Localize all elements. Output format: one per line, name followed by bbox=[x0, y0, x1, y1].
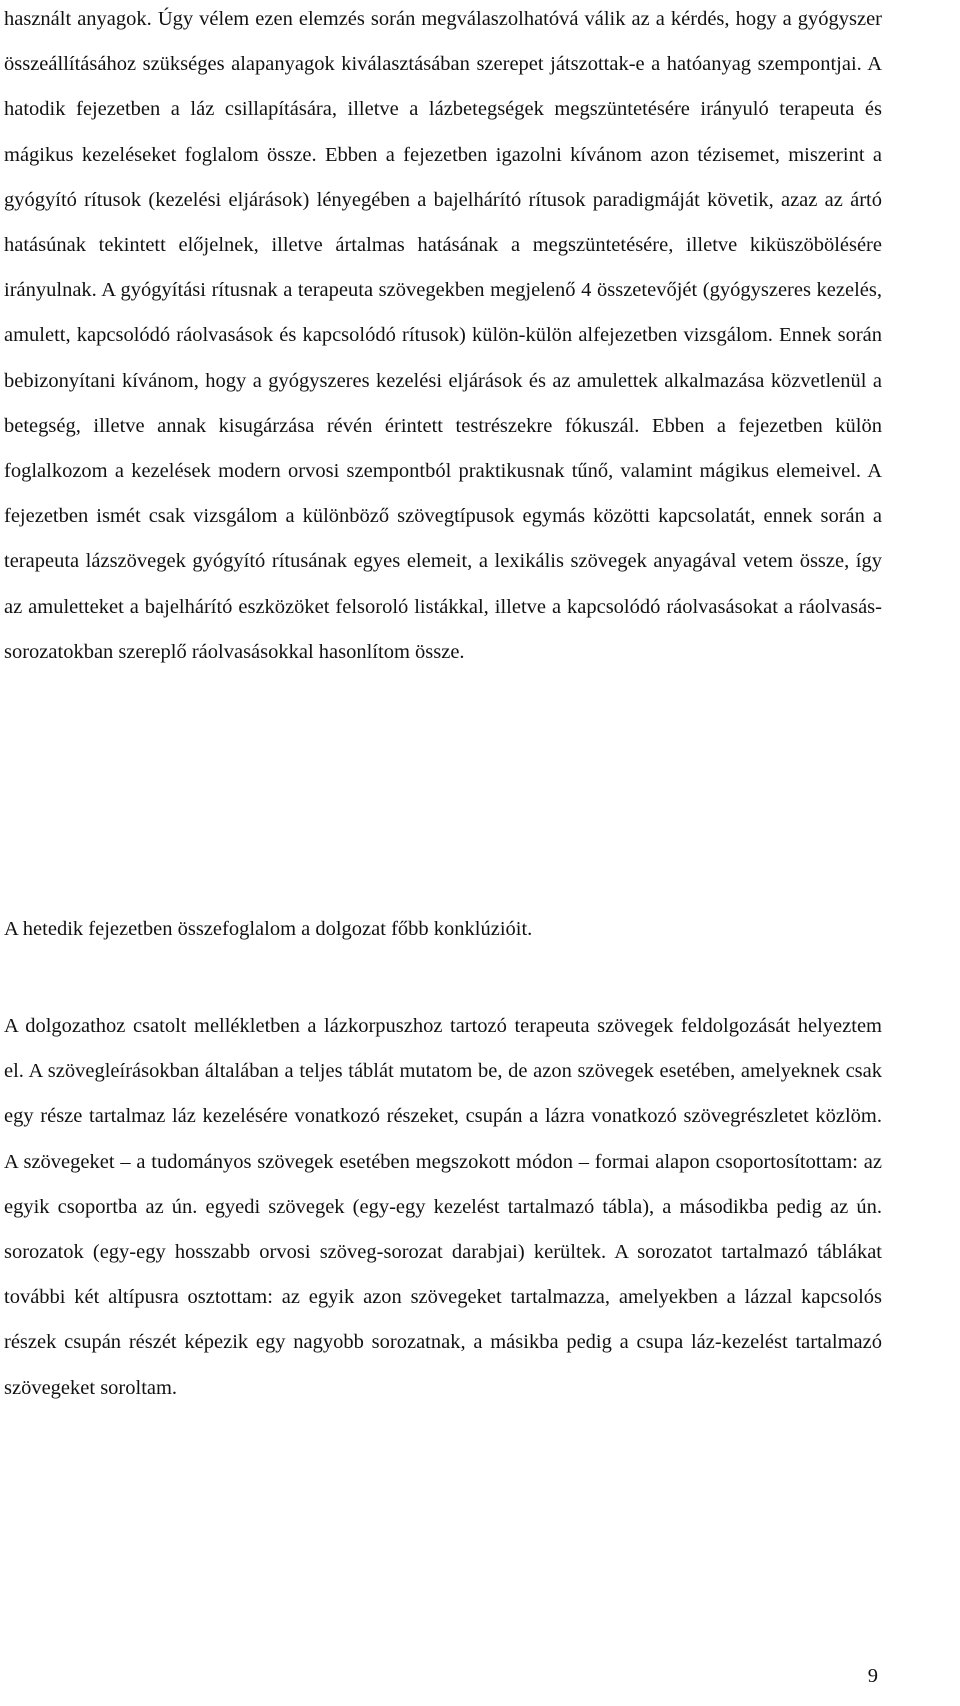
paragraph-seventh-chapter: A hetedik fejezetben összefoglalom a dolgozat főbb konklúzióit. bbox=[4, 918, 533, 940]
paragraph-chapter-summaries: használt anyagok. Úgy vélem ezen elemzés során megválaszolhatóvá válik az a kérdés, hogy a gyógyszer összeállításához szükséges alapanyagok kiválasztásában szerepet játszottak-e a hatóanyag szempontjai. A hatodik fejezetben a láz csillapítására, illetve a lázbetegségek megszüntetésére irányuló terapeuta és mágikus kezeléseket foglalom össze. Ebben a fejezetben igazolni kívánom azon tézisemet, miszerint a gyógyító rítusok (kezelési eljárások) lényegében a bajelhárító rítusok paradigmáját követik, azaz az ártó hatásúnak tekintett előjelnek, illetve ártalmas hatásának a megszüntetésére, illetve kiküszöbölésére irányulnak. A gyógyítási rítusnak a terapeuta szövegekben megjelenő 4 összetevőjét (gyógyszeres kezelés, amulett, kapcsolódó ráolvasások és kapcsolódó rítusok) külön-külön alfejezetben vizsgálom. Ennek során bebizonyítani kívánom, hogy a gyógyszeres kezelési eljárások és az amulettek alkalmazása közvetlenül a betegség, illetve annak kisugárzása révén érintett testrészekre fókuszál. Ebben a fejezetben külön foglalkozom a kezelések modern orvosi szempontból praktikusnak tűnő, valamint mágikus elemeivel. A fejezetben ismét csak vizsgálom a különböző szövegtípusok egymás közötti kapcsolatát, ennek során a terapeuta lázszövegek gyógyító rítusának egyes elemeit, a lexikális szövegek anyagával vetem össze, így az amuletteket a bajelhárító eszközöket felsoroló listákkal, illetve a kapcsolódó ráolvasásokat a ráolvasás-sorozatokban szereplő ráolvasásokkal hasonlítom össze. bbox=[4, 8, 882, 663]
paragraph-appendix: A dolgozathoz csatolt mellékletben a lázkorpuszhoz tartozó terapeuta szövegek feldolgozását helyeztem el. A szövegleírásokban általában a teljes táblát mutatom be, de azon szövegek esetében, amelyeknek csak egy része tartalmaz láz kezelésére vonatkozó részeket, csupán a lázra vonatkozó szövegrészletet közlöm. A szövegeket – a tudományos szövegek esetében megszokott módon – formai alapon csoportosítottam: az egyik csoportba az ún. egyedi szövegek (egy-egy kezelést tartalmazó tábla), a másodikba pedig az ún. sorozatok (egy-egy hosszabb orvosi szöveg-sorozat darabjai) kerültek. A sorozatot tartalmazó táblákat további két altípusra osztottam: az egyik azon szövegeket tartalmazza, amelyekben a lázzal kapcsolós részek csupán részét képezik egy nagyobb sorozatnak, a másikba pedig a csupa láz-kezelést tartalmazó szövegeket soroltam. bbox=[4, 1015, 882, 1399]
page-number: 9 bbox=[867, 1665, 878, 1687]
